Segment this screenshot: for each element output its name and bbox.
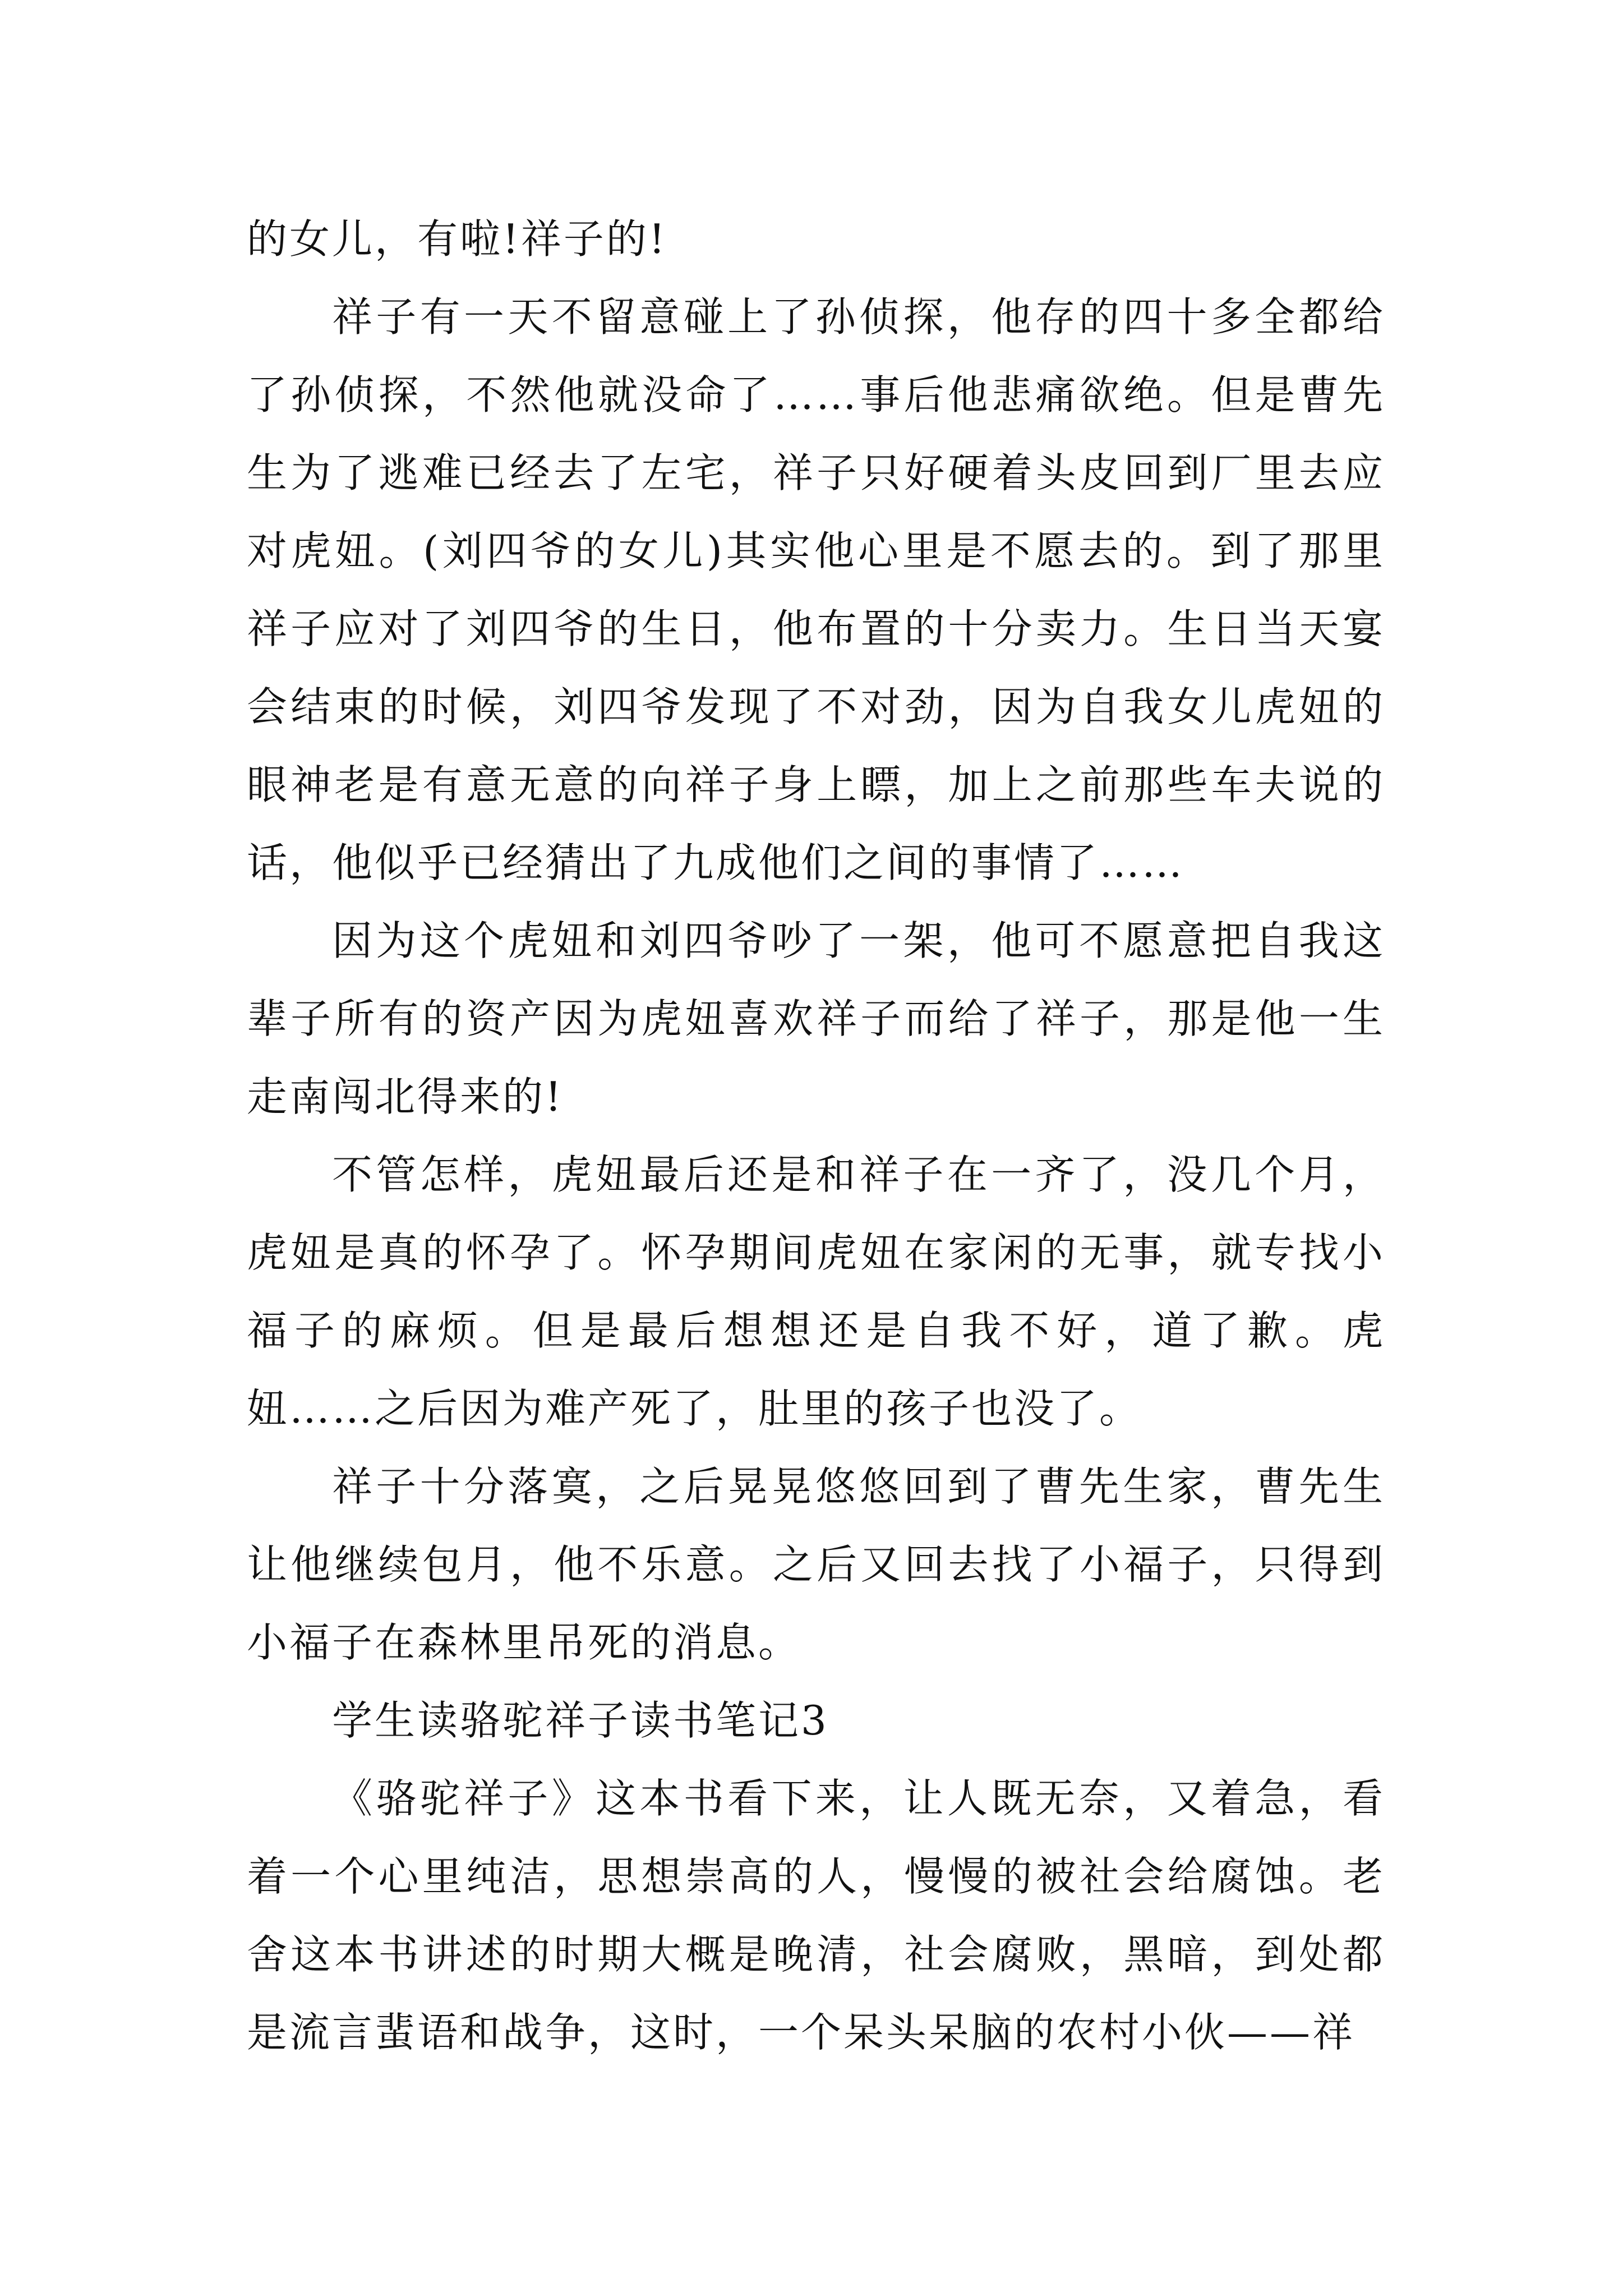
paragraph-sun-detective: 祥子有一天不留意碰上了孙侦探，他存的四十多全都给了孙侦探，不然他就没命了……事后他悲痛欲绝。但是曹先生为了逃难已经去了左宅，祥子只好硬着头皮回到厂里去应对虎妞。(刘四爷的女儿)其实他心里是不愿去的。到了那里祥子应对了刘四爷的生日，他布置的十分卖力。生日当天宴会结束的时候，刘四爷发现了不对劲，因为自我女儿虎妞的眼神老是有意无意的向祥子身上瞟，加上之前那些车夫说的话，他似乎已经猜出了九成他们之间的事情了…… [247, 293, 1385, 886]
paragraph-quarrel: 因为这个虎妞和刘四爷吵了一架，他可不愿意把自我这辈子所有的资产因为虎妞喜欢祥子而给了祥子，那是他一生走南闯北得来的! [247, 917, 1385, 1120]
section-heading: 学生读骆驼祥子读书笔记3 [332, 1697, 829, 1744]
paragraph-continuation: 的女儿，有啦!祥子的! [247, 215, 667, 263]
paragraph-book-review: 《骆驼祥子》这本书看下来，让人既无奈，又着急，看着一个心里纯洁，思想崇高的人，慢慢的被社会给腐蚀。老舍这本书讲述的时期大概是晚清，社会腐败，黑暗，到处都是流言蜚语和战争，这时，一个呆头呆脑的农村小伙——祥 [247, 1775, 1385, 2056]
paragraph-huniu-pregnancy: 不管怎样，虎妞最后还是和祥子在一齐了，没几个月，虎妞是真的怀孕了。怀孕期间虎妞在家闲的无事，就专找小福子的麻烦。但是最后想想还是自我不好，道了歉。虎妞……之后因为难产死了，肚里的孩子也没了。 [247, 1151, 1385, 1432]
paragraph-xiangzi-lonely: 祥子十分落寞，之后晃晃悠悠回到了曹先生家，曹先生让他继续包月，他不乐意。之后又回去找了小福子，只得到小福子在森林里吊死的消息。 [247, 1463, 1385, 1666]
document-body [247, 200, 1385, 2072]
